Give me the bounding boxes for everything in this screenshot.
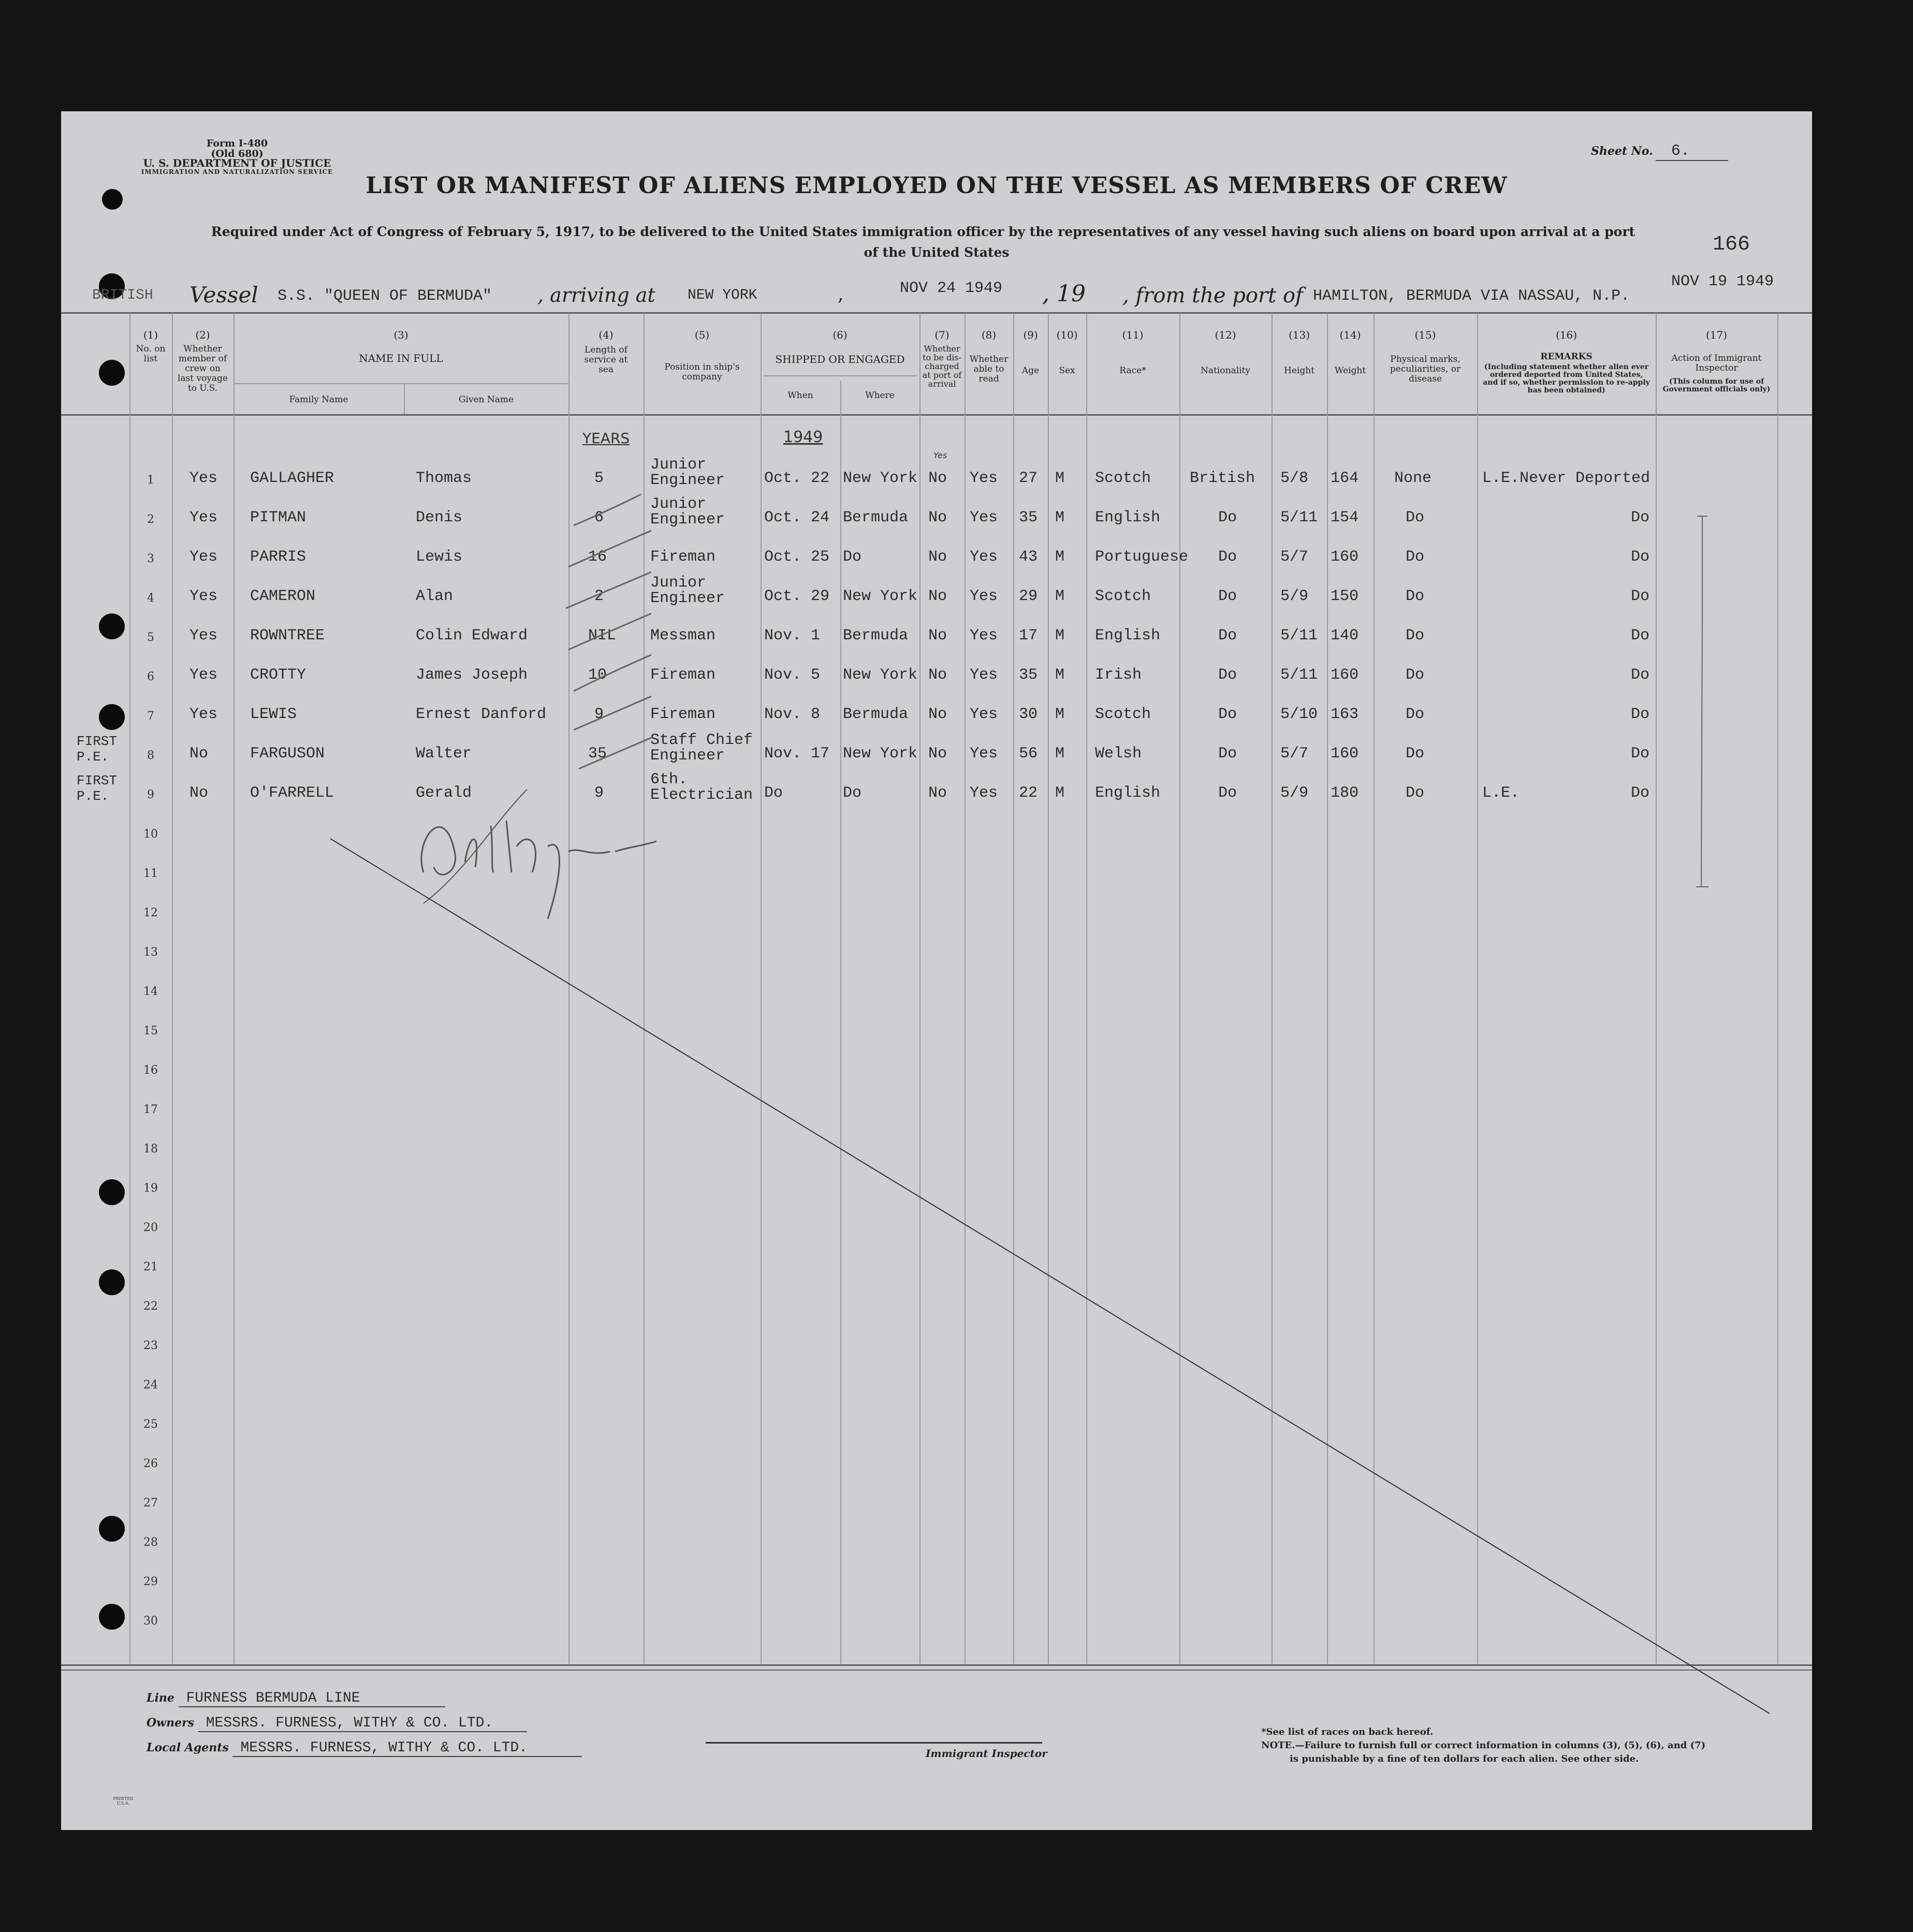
weight-cell: 160 xyxy=(1331,745,1359,763)
position-cell: Engineer xyxy=(650,747,725,765)
service-name: IMMIGRATION AND NATURALIZATION SERVICE xyxy=(141,168,333,175)
position-cell: 6th. xyxy=(650,771,688,788)
height-cell: 5/7 xyxy=(1280,548,1309,566)
sex-cell: M xyxy=(1055,706,1065,723)
form-number: Form I-480 xyxy=(206,138,268,149)
age-cell: 35 xyxy=(1019,666,1038,684)
col17-heading: Action of Immigrant Inspector xyxy=(1671,353,1762,373)
row-number: 4 xyxy=(147,592,154,605)
family-name-cell: LEWIS xyxy=(250,706,297,723)
row-number: 8 xyxy=(147,749,154,762)
remarks-cell: Do xyxy=(1631,588,1650,605)
physical-marks-cell: None xyxy=(1394,470,1432,487)
row-number: 15 xyxy=(143,1024,158,1037)
given-name-cell: Colin Edward xyxy=(416,627,528,645)
row-prefix-note: FIRST P.E. xyxy=(77,773,118,804)
col2-number: (2) xyxy=(195,329,210,341)
stamp-number: 166 xyxy=(1713,233,1750,256)
remarks-cell: Do xyxy=(1631,666,1650,684)
shipped-when-cell: Do xyxy=(764,784,783,802)
row-number: 25 xyxy=(143,1418,158,1431)
years-heading: YEARS xyxy=(582,430,630,447)
row-number: 13 xyxy=(143,946,158,959)
age-cell: 22 xyxy=(1019,784,1038,802)
age-cell: 56 xyxy=(1019,745,1038,763)
sex-cell: M xyxy=(1055,548,1065,566)
col3-given-heading: Given Name xyxy=(458,394,514,405)
race-cell: Scotch xyxy=(1095,706,1151,723)
position-cell: Electrician xyxy=(650,786,753,804)
discharged-cell: No xyxy=(928,706,947,723)
col4-heading: Length of service at sea xyxy=(584,345,628,375)
height-cell: 5/7 xyxy=(1280,745,1309,763)
col6-when-heading: When xyxy=(787,390,813,401)
col16-heading: REMARKS xyxy=(1540,352,1593,362)
col13-heading: Height xyxy=(1284,365,1315,376)
page-title: LIST OR MANIFEST OF ALIENS EMPLOYED ON THE VESSEL AS MEMBERS OF CREW xyxy=(366,172,1508,199)
physical-marks-cell: Do xyxy=(1406,706,1425,723)
discharged-cell: No xyxy=(928,627,947,645)
col7-number: (7) xyxy=(934,329,950,341)
race-cell: Portuguese xyxy=(1095,548,1189,566)
row-number: 3 xyxy=(147,552,154,565)
year-prefix: , 19 xyxy=(1042,281,1086,307)
col15-number: (15) xyxy=(1414,329,1436,341)
physical-marks-cell: Do xyxy=(1406,548,1425,566)
given-name-cell: Denis xyxy=(416,509,463,526)
col9-number: (9) xyxy=(1023,329,1038,341)
row-number: 17 xyxy=(143,1103,158,1116)
cancellation-diagonal-line xyxy=(61,111,1812,1830)
position-cell: Fireman xyxy=(650,706,716,723)
row-number: 2 xyxy=(147,513,154,526)
race-cell: Scotch xyxy=(1095,588,1151,605)
nationality-cell: Do xyxy=(1218,627,1237,645)
given-name-cell: James Joseph xyxy=(416,666,528,684)
vessel-name: S.S. "QUEEN OF BERMUDA" xyxy=(278,287,492,305)
discharged-cell: No xyxy=(928,745,947,763)
given-name-cell: Lewis xyxy=(416,548,463,566)
height-cell: 5/11 xyxy=(1280,627,1318,645)
weight-cell: 154 xyxy=(1331,509,1359,526)
service-years-cell: 6 xyxy=(594,509,604,526)
position-cell: Fireman xyxy=(650,548,716,566)
remarks-cell: Do xyxy=(1631,745,1650,763)
vessel-label: Vessel xyxy=(189,282,258,308)
able-to-read-cell: Yes xyxy=(970,745,998,763)
service-years-cell: NIL xyxy=(588,627,617,645)
col7-heading: Whether to be dis-charged at port of arrival xyxy=(922,344,962,389)
shipped-where-cell: New York xyxy=(843,470,918,487)
col16-number: (16) xyxy=(1555,329,1578,341)
shipped-where-cell: Bermuda xyxy=(843,706,909,723)
row-number: 24 xyxy=(143,1379,158,1392)
sex-cell: M xyxy=(1055,627,1065,645)
family-name-cell: PITMAN xyxy=(250,509,306,526)
weight-cell: 150 xyxy=(1331,588,1359,605)
service-years-cell: 5 xyxy=(594,470,604,487)
penalty-note: NOTE.—Failure to furnish full or correct information in columns (3), (5), (6), and (7) xyxy=(1261,1740,1706,1751)
physical-marks-cell: Do xyxy=(1406,745,1425,763)
line-label: Line xyxy=(147,1691,174,1705)
col3-heading: NAME IN FULL xyxy=(359,352,443,364)
col2-heading: Whether member of crew on last voyage to U.S. xyxy=(177,344,228,393)
able-to-read-cell: Yes xyxy=(970,784,998,802)
shipped-when-cell: Nov. 17 xyxy=(764,745,830,763)
discharged-cell: No xyxy=(928,784,947,802)
family-name-cell: PARRIS xyxy=(250,548,306,566)
col10-number: (10) xyxy=(1056,329,1078,341)
date-stamp: NOV 19 1949 xyxy=(1671,273,1774,290)
inspector-signature-line xyxy=(706,1742,1042,1744)
crew-last-voyage-cell: Yes xyxy=(189,706,218,723)
discharged-cell: No xyxy=(928,666,947,684)
remarks-cell: Do xyxy=(1631,706,1650,723)
sex-cell: M xyxy=(1055,745,1065,763)
given-name-cell: Thomas xyxy=(416,470,472,487)
weight-cell: 160 xyxy=(1331,666,1359,684)
crew-last-voyage-cell: Yes xyxy=(189,627,218,645)
height-cell: 5/9 xyxy=(1280,588,1309,605)
age-cell: 30 xyxy=(1019,706,1038,723)
col3-number: (3) xyxy=(393,329,408,341)
sex-cell: M xyxy=(1055,666,1065,684)
able-to-read-cell: Yes xyxy=(970,627,998,645)
crew-last-voyage-cell: Yes xyxy=(189,666,218,684)
position-cell: Engineer xyxy=(650,472,725,489)
shipped-where-cell: Do xyxy=(843,784,862,802)
position-cell: Messman xyxy=(650,627,716,645)
given-name-cell: Alan xyxy=(416,588,454,605)
sex-cell: M xyxy=(1055,470,1065,487)
physical-marks-cell: Do xyxy=(1406,627,1425,645)
row-number: 29 xyxy=(143,1575,158,1588)
remarks-cell: Do xyxy=(1631,509,1650,526)
age-cell: 43 xyxy=(1019,548,1038,566)
discharged-cell: No xyxy=(928,548,947,566)
col5-number: (5) xyxy=(694,329,710,341)
race-note: *See list of races on back hereof. xyxy=(1261,1726,1434,1737)
from-port-label: , from the port of xyxy=(1122,284,1303,308)
weight-cell: 180 xyxy=(1331,784,1359,802)
subtitle-line2: of the United States xyxy=(864,245,1010,260)
position-cell: Staff Chief xyxy=(650,731,753,749)
row-prefix-note: FIRST P.E. xyxy=(77,734,118,765)
able-to-read-cell: Yes xyxy=(970,548,998,566)
service-years-cell: 35 xyxy=(588,745,607,763)
owners-name: MESSRS. FURNESS, WITHY & CO. LTD. xyxy=(198,1715,527,1732)
row-number: 27 xyxy=(143,1497,158,1510)
row-number: 21 xyxy=(143,1261,158,1274)
shipped-when-cell: Nov. 5 xyxy=(764,666,821,684)
race-cell: Welsh xyxy=(1095,745,1142,763)
penalty-note-cont: is punishable by a fine of ten dollars for each alien. See other side. xyxy=(1290,1753,1639,1764)
shipped-when-cell: Oct. 24 xyxy=(764,509,830,526)
row-number: 19 xyxy=(143,1182,158,1195)
col8-heading: Whether able to read xyxy=(969,354,1009,384)
shipped-where-cell: Do xyxy=(843,548,862,566)
col6-number: (6) xyxy=(833,329,848,341)
age-cell: 29 xyxy=(1019,588,1038,605)
col14-number: (14) xyxy=(1339,329,1361,341)
year-heading: 1949 xyxy=(783,428,823,446)
col13-number: (13) xyxy=(1288,329,1310,341)
given-name-cell: Gerald xyxy=(416,784,472,802)
shipped-when-cell: Nov. 8 xyxy=(764,706,821,723)
able-to-read-cell: Yes xyxy=(970,509,998,526)
col6-where-heading: Where xyxy=(865,390,895,401)
row-number: 20 xyxy=(143,1221,158,1234)
position-cell: Fireman xyxy=(650,666,716,684)
col17-subheading: (This column for use of Government officials only) xyxy=(1662,377,1771,393)
position-cell: Junior xyxy=(650,574,707,592)
nationality-cell: Do xyxy=(1218,588,1237,605)
row-number: 7 xyxy=(147,710,154,723)
row-number: 9 xyxy=(147,788,154,801)
service-years-cell: 2 xyxy=(594,588,604,605)
col14-heading: Weight xyxy=(1334,365,1366,376)
physical-marks-cell: Do xyxy=(1406,784,1425,802)
col10-heading: Sex xyxy=(1059,365,1075,376)
row-number: 10 xyxy=(143,828,158,841)
col17-number: (17) xyxy=(1705,329,1728,341)
weight-cell: 163 xyxy=(1331,706,1359,723)
weight-cell: 160 xyxy=(1331,548,1359,566)
remarks-cell: Do xyxy=(1631,548,1650,566)
row-number: 23 xyxy=(143,1339,158,1352)
col5-heading: Position in ship's company xyxy=(664,362,740,382)
family-name-cell: CAMERON xyxy=(250,588,316,605)
agents-label: Local Agents xyxy=(147,1741,229,1754)
row-number: 26 xyxy=(143,1457,158,1470)
service-years-cell: 9 xyxy=(594,706,604,723)
race-cell: English xyxy=(1095,784,1161,802)
sex-cell: M xyxy=(1055,509,1065,526)
row-number: 16 xyxy=(143,1064,158,1077)
race-cell: Scotch xyxy=(1095,470,1151,487)
subtitle-line1: Required under Act of Congress of February 5, 1917, to be delivered to the United States immigration officer by the representatives of any vessel having such aliens on board upon arrival at a port xyxy=(211,224,1635,239)
row-number: 5 xyxy=(147,631,154,644)
given-name-cell: Ernest Danford xyxy=(416,706,547,723)
nationality-cell: Do xyxy=(1218,784,1237,802)
shipped-where-cell: New York xyxy=(843,666,918,684)
remarks-prefix-cell: L.E. xyxy=(1482,784,1520,802)
col4-number: (4) xyxy=(598,329,614,341)
height-cell: 5/11 xyxy=(1280,509,1318,526)
shipped-when-cell: Oct. 22 xyxy=(764,470,830,487)
age-cell: 35 xyxy=(1019,509,1038,526)
nationality-cell: Do xyxy=(1218,548,1237,566)
service-years-cell: 16 xyxy=(588,548,607,566)
able-to-read-cell: Yes xyxy=(970,706,998,723)
height-cell: 5/11 xyxy=(1280,666,1318,684)
height-cell: 5/9 xyxy=(1280,784,1309,802)
line-name: FURNESS BERMUDA LINE xyxy=(179,1690,445,1707)
discharged-cell: No xyxy=(928,588,947,605)
sheet-label: Sheet No. xyxy=(1591,144,1653,158)
row-number: 14 xyxy=(143,985,158,998)
row-number: 28 xyxy=(143,1536,158,1549)
service-years-cell: 9 xyxy=(594,784,604,802)
crew-last-voyage-cell: Yes xyxy=(189,588,218,605)
nationality-cell: Do xyxy=(1218,745,1237,763)
race-cell: English xyxy=(1095,509,1161,526)
agents-name: MESSRS. FURNESS, WITHY & CO. LTD. xyxy=(232,1740,582,1757)
remarks-cell: Do xyxy=(1631,627,1650,645)
shipped-when-cell: Oct. 25 xyxy=(764,548,830,566)
discharged-cell: No xyxy=(928,509,947,526)
col15-heading: Physical marks, peculiarities, or disease xyxy=(1390,354,1461,384)
nationality-cell: Do xyxy=(1218,706,1237,723)
height-cell: 5/10 xyxy=(1280,706,1318,723)
age-cell: 27 xyxy=(1019,470,1038,487)
nationality-cell: Do xyxy=(1218,509,1237,526)
row-number: 11 xyxy=(143,867,158,880)
race-cell: Irish xyxy=(1095,666,1142,684)
age-cell: 17 xyxy=(1019,627,1038,645)
physical-marks-cell: Do xyxy=(1406,509,1425,526)
row-number: 18 xyxy=(143,1143,158,1155)
col16-subheading: (Including statement whether alien ever ordered deported from United States, and if so, whether permission to re-apply has been obtained) xyxy=(1483,363,1650,394)
col3-family-heading: Family Name xyxy=(289,394,348,405)
race-cell: English xyxy=(1095,627,1161,645)
position-cell: Junior xyxy=(650,495,707,513)
col12-number: (12) xyxy=(1215,329,1236,341)
family-name-cell: CROTTY xyxy=(250,666,306,684)
arrival-comma: , xyxy=(838,284,844,305)
position-cell: Engineer xyxy=(650,511,725,529)
family-name-cell: FARGUSON xyxy=(250,745,325,763)
col9-heading: Age xyxy=(1021,365,1040,376)
position-cell: Engineer xyxy=(650,590,725,607)
sheet-number: 6. xyxy=(1656,142,1728,161)
crew-last-voyage-cell: Yes xyxy=(189,548,218,566)
shipped-when-cell: Nov. 1 xyxy=(764,627,821,645)
col11-number: (11) xyxy=(1122,329,1144,341)
arriving-label: , arriving at xyxy=(537,284,655,306)
row-number: 6 xyxy=(147,670,154,683)
row-number: 30 xyxy=(143,1615,158,1628)
arrival-port: NEW YORK xyxy=(688,287,757,303)
shipped-where-cell: Bermuda xyxy=(843,509,909,526)
col6-heading: SHIPPED OR ENGAGED xyxy=(775,353,905,365)
shipped-where-cell: Bermuda xyxy=(843,627,909,645)
department-name: U. S. DEPARTMENT OF JUSTICE xyxy=(143,157,331,169)
able-to-read-cell: Yes xyxy=(970,666,998,684)
sex-cell: M xyxy=(1055,588,1065,605)
given-name-cell: Walter xyxy=(416,745,472,763)
row-number: 12 xyxy=(143,906,158,919)
nationality-cell: British xyxy=(1190,470,1255,487)
vessel-flag: BRITISH xyxy=(92,287,153,303)
weight-cell: 164 xyxy=(1331,470,1359,487)
row-number: 1 xyxy=(147,474,154,487)
owners-label: Owners xyxy=(147,1716,195,1730)
height-cell: 5/8 xyxy=(1280,470,1309,487)
weight-cell: 140 xyxy=(1331,627,1359,645)
crew-last-voyage-cell: Yes xyxy=(189,509,218,526)
crew-last-voyage-cell: No xyxy=(189,784,209,802)
remarks-cell: Do xyxy=(1631,784,1650,802)
col8-number: (8) xyxy=(981,329,997,341)
nationality-cell: Do xyxy=(1218,666,1237,684)
position-cell: Junior xyxy=(650,456,707,474)
family-name-cell: ROWNTREE xyxy=(250,627,325,645)
handwritten-yes-annotation: Yes xyxy=(933,450,947,460)
crew-last-voyage-cell: No xyxy=(189,745,209,763)
physical-marks-cell: Do xyxy=(1406,666,1425,684)
from-port: HAMILTON, BERMUDA VIA NASSAU, N.P. xyxy=(1313,287,1630,305)
remarks-cell: L.E.Never Deported xyxy=(1482,470,1651,487)
row-number: 22 xyxy=(143,1300,158,1313)
family-name-cell: O'FARRELL xyxy=(250,784,334,802)
sex-cell: M xyxy=(1055,784,1065,802)
service-years-cell: 10 xyxy=(588,666,607,684)
discharged-cell: No xyxy=(928,470,947,487)
shipped-where-cell: New York xyxy=(843,588,918,605)
col1-heading: No. on list xyxy=(136,344,166,364)
col11-heading: Race* xyxy=(1119,365,1146,376)
old-form-number: (Old 680) xyxy=(211,148,264,159)
shipped-where-cell: New York xyxy=(843,745,918,763)
arrival-date-stamp: NOV 24 1949 xyxy=(900,280,1003,297)
inspector-label: Immigrant Inspector xyxy=(926,1747,1047,1760)
shipped-when-cell: Oct. 29 xyxy=(764,588,830,605)
col1-number: (1) xyxy=(143,329,158,341)
printer-mark: PRINTED U.S.A. xyxy=(113,1796,134,1806)
manifest-sheet xyxy=(61,111,1812,1830)
crew-last-voyage-cell: Yes xyxy=(189,470,218,487)
able-to-read-cell: Yes xyxy=(970,588,998,605)
family-name-cell: GALLAGHER xyxy=(250,470,334,487)
col12-heading: Nationality xyxy=(1201,365,1250,376)
able-to-read-cell: Yes xyxy=(970,470,998,487)
physical-marks-cell: Do xyxy=(1406,588,1425,605)
